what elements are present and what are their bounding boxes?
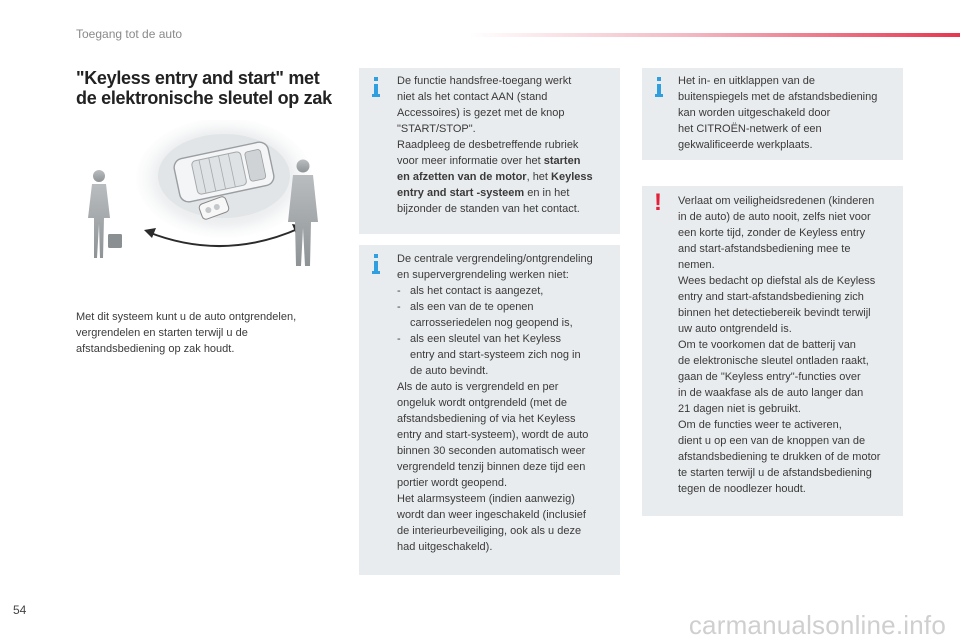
- text-line: kan worden uitgeschakeld door: [678, 107, 831, 119]
- text-line: [397, 105, 612, 121]
- text-run: bijzonder de standen van het contact.: [397, 203, 580, 215]
- intro-paragraph: [76, 309, 346, 357]
- text-line: Als de auto is vergrendeld en per: [397, 381, 559, 393]
- info-box-locking: [359, 245, 620, 575]
- header-accent-line: [470, 33, 960, 37]
- text-line: and start-afstandsbediening mee te: [678, 243, 851, 255]
- info-box-handsfree: [359, 68, 620, 234]
- bullet-text: als een van de te openen: [410, 301, 534, 313]
- text-line: de interieurbeveiliging, ook als u deze: [397, 525, 582, 537]
- page-title: [76, 68, 356, 108]
- warning-box-text: [678, 193, 897, 497]
- text-line: de elektronische sleutel ontladen raakt,: [678, 355, 869, 367]
- text-line: Wees bedacht op diefstal als de Keyless: [678, 275, 876, 287]
- info-box-text: [397, 73, 612, 217]
- text-line: ongeluk wordt ontgrendeld (met de: [397, 397, 567, 409]
- section-title: Toegang tot de auto: [76, 27, 183, 41]
- intro-line: vergrendelen en starten terwijl u de: [76, 327, 248, 339]
- text-line: en supervergrendeling werken niet:: [397, 269, 569, 281]
- text-line: dient u op een van de knoppen van de: [678, 435, 866, 447]
- bullet-text: als het contact is aangezet,: [410, 285, 544, 297]
- page-title-line: de elektronische sleutel op zak: [76, 88, 332, 108]
- bold-reference: en afzetten van de motor: [397, 171, 527, 183]
- text-run: voor meer informatie over het: [397, 155, 544, 167]
- text-run: De functie handsfree-toegang werkt: [397, 75, 572, 87]
- text-line: entry and start-systeem zich nog in: [410, 349, 581, 361]
- text-line: buitenspiegels met de afstandsbediening: [678, 91, 878, 103]
- warning-box-safety: [642, 186, 903, 516]
- text-line: [397, 89, 612, 105]
- text-line: vergrendeld tenzij binnen deze tijd een: [397, 461, 586, 473]
- text-line: gaan de "Keyless entry"-functies over: [678, 371, 861, 383]
- woman-figure: [88, 170, 122, 258]
- text-line: 21 dagen niet is gebruikt.: [678, 403, 801, 415]
- range-arrow-head-left: [144, 228, 156, 238]
- text-line: [397, 73, 612, 89]
- watermark: carmanualsonline.info: [688, 610, 946, 640]
- text-run: niet als het contact AAN (stand: [397, 91, 548, 103]
- text-line: Verlaat om veiligheidsredenen (kinderen: [678, 195, 875, 207]
- keyless-illustration: [78, 120, 348, 270]
- text-line: Om de functies weer te activeren,: [678, 419, 842, 431]
- text-line: te starten terwijl u de afstandsbediening: [678, 467, 872, 479]
- page-title-line: "Keyless entry and start" met: [76, 68, 320, 88]
- warning-icon: !: [654, 189, 662, 216]
- text-line: nemen.: [678, 259, 715, 271]
- text-line: in de waakfase als de auto langer dan: [678, 387, 864, 399]
- text-run: , het: [526, 171, 552, 183]
- intro-line: Met dit systeem kunt u de auto ontgrendelen,: [76, 311, 297, 323]
- text-line: een korte tijd, zonder de Keyless entry: [678, 227, 866, 239]
- text-line: [397, 153, 612, 169]
- text-line: [397, 137, 612, 153]
- text-line: afstandsbediening te drukken of de motor: [678, 451, 881, 463]
- text-line: [397, 201, 612, 217]
- text-line: tegen de noodlezer houdt.: [678, 483, 806, 495]
- intro-line: afstandsbediening op zak houdt.: [76, 343, 235, 355]
- text-line: Het alarmsysteem (indien aanwezig): [397, 493, 575, 505]
- info-icon: [654, 77, 668, 97]
- text-line: De centrale vergrendeling/ontgrendeling: [397, 253, 593, 265]
- text-line: Het in- en uitklappen van de: [678, 75, 815, 87]
- text-line: [397, 169, 612, 185]
- info-icon: [371, 254, 385, 274]
- text-line: gekwalificeerde werkplaats.: [678, 139, 813, 151]
- text-line: uw auto ontgrendeld is.: [678, 323, 792, 335]
- text-line: in de auto) de auto nooit, zelfs niet voor: [678, 211, 871, 223]
- text-run: Raadpleeg de desbetreffende rubriek: [397, 139, 579, 151]
- text-line: entry and start-afstandsbediening zich: [678, 291, 864, 303]
- text-line: afstandsbediening of via het Keyless: [397, 413, 576, 425]
- info-box-mirrors: [642, 68, 903, 160]
- text-line: carrosseriedelen nog geopend is,: [410, 317, 573, 329]
- bullet-dash: -: [397, 301, 401, 313]
- text-run: Accessoires) is gezet met de knop: [397, 107, 565, 119]
- text-line: [397, 331, 612, 347]
- text-line: had uitgeschakeld).: [397, 541, 493, 553]
- text-run: "START/STOP".: [397, 123, 476, 135]
- text-line: wordt dan weer ingeschakeld (inclusief: [397, 509, 586, 521]
- bullet-text: als een sleutel van het Keyless: [410, 333, 562, 345]
- page-number: 54: [13, 603, 27, 617]
- text-line: [397, 185, 612, 201]
- text-line: de auto bevindt.: [410, 365, 489, 377]
- text-line: [397, 283, 612, 299]
- bold-reference: Keyless: [551, 171, 593, 183]
- text-run: en in het: [524, 187, 570, 199]
- text-line: Om te voorkomen dat de batterij van: [678, 339, 856, 351]
- bullet-dash: -: [397, 333, 401, 345]
- text-line: [397, 121, 612, 137]
- info-box-text: [678, 73, 897, 153]
- info-box-text: [397, 251, 612, 555]
- text-line: binnen 30 seconden automatisch weer: [397, 445, 586, 457]
- text-line: [397, 299, 612, 315]
- info-icon: [371, 77, 385, 97]
- text-line: het CITROËN-netwerk of een: [678, 123, 822, 135]
- bold-reference: starten: [543, 155, 581, 167]
- text-line: entry and start-systeem), wordt de auto: [397, 429, 589, 441]
- bold-reference: entry and start -systeem: [397, 187, 525, 199]
- bullet-dash: -: [397, 285, 401, 297]
- text-line: portier wordt geopend.: [397, 477, 508, 489]
- text-line: binnen het detectiebereik bevindt terwijl: [678, 307, 871, 319]
